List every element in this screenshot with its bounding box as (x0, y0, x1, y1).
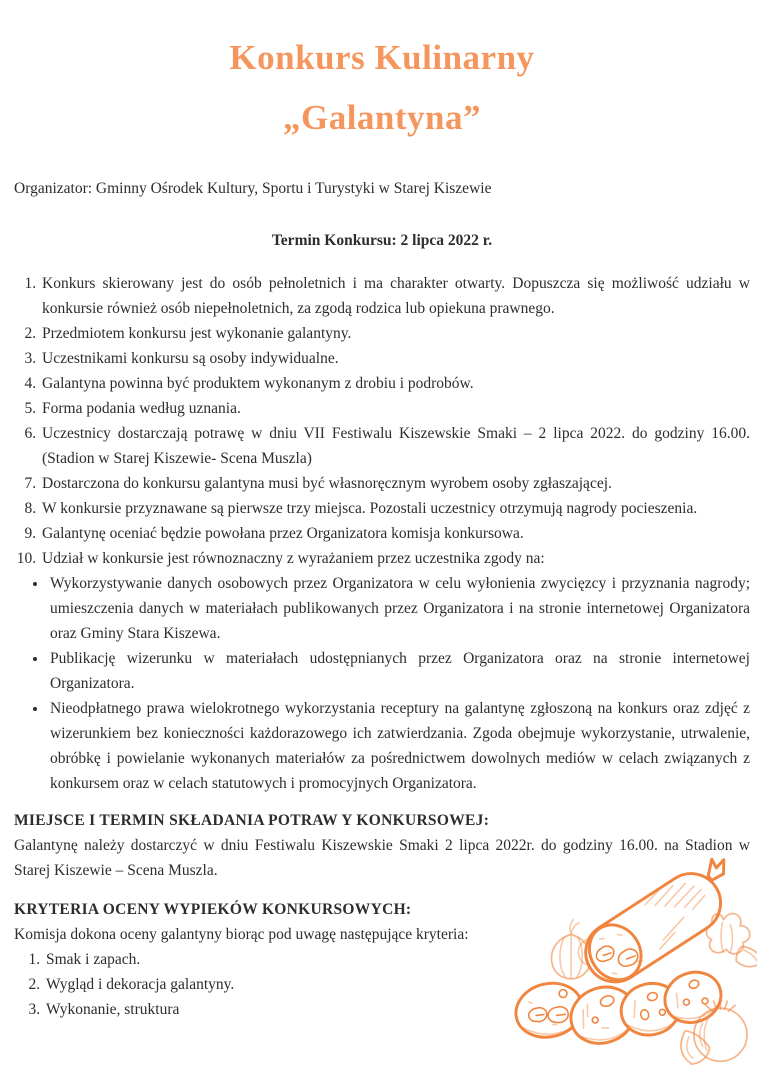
rule-item: 7. Dostarczona do konkursu galantyna musi być własnoręcznym wyrobem osoby zgłaszającej. (40, 471, 750, 496)
rule-item: 9. Galantynę oceniać będzie powołana przez Organizatora komisja konkursowa. (40, 521, 750, 546)
rule-item: 4. Galantyna powinna być produktem wykonanym z drobiu i podrobów. (40, 371, 750, 396)
criteria-item: 2. Wygląd i dekoracja galantyny. (44, 972, 750, 997)
consent-item: • Wykorzystywanie danych osobowych przez Organizatora w celu wyłonienia zwycięzcy i przyznania nagrody; umieszczenia danych w materiałach publikowanych przez Organizatora i na stronie internetowej Organizatora oraz Gminy Stara Kiszewa. (48, 571, 750, 646)
rule-item: 3. Uczestnikami konkursu są osoby indywidualne. (40, 346, 750, 371)
rule-item: 1. Konkurs skierowany jest do osób pełnoletnich i ma charakter otwarty. Dopuszcza się możliwość udziału w konkursie również osób niepełnoletnich, za zgodą rodzica lub opiekuna prawnego. (40, 271, 750, 321)
consents-list (14, 571, 750, 796)
contest-date-line: Termin Konkursu: 2 lipca 2022 r. (271, 232, 493, 249)
rules-list (14, 271, 750, 571)
rule-item: 2. Przedmiotem konkursu jest wykonanie galantyny. (40, 321, 750, 346)
consent-item: • Publikację wizerunku w materiałach udostępnianych przez Organizatora oraz na stronie internetowej Organizatora. (48, 646, 750, 696)
rule-item: 6. Uczestnicy dostarczają potrawę w dniu VII Festiwalu Kiszewskie Smaki – 2 lipca 2022. do godziny 16.00. (Stadion w Starej Kiszewie- Scena Muszla) (40, 421, 750, 471)
consent-item: • Nieodpłatnego prawa wielokrotnego wykorzystania receptury na galantynę zgłoszoną na konkurs oraz zdjęć z wizerunkiem bez konieczności każdorazowego ich zatwierdzania. Zgoda obejmuje wykorzystanie, utrwalenie, obróbkę i powielanie wykonanych materiałów za pośrednictwem dowolnych mediów w celach związanych z konkursem oraz w celach statutowych i promocyjnych Organizatora. (48, 696, 750, 796)
rule-item: 8. W konkursie przyznawane są pierwsze trzy miejsca. Pozostali uczestnicy otrzymują nagrody pocieszenia. (40, 496, 750, 521)
rule-item: 10. Udział w konkursie jest równoznaczny z wyrażaniem przez uczestnika zgody na: (40, 546, 750, 571)
rule-item: 5. Forma podania według uznania. (40, 396, 750, 421)
criteria-list (14, 947, 750, 1022)
criteria-item: 1. Smak i zapach. (44, 947, 750, 972)
page-subtitle: „Galantyna” (282, 98, 482, 137)
organizer-line: Organizator: Gminny Ośrodek Kultury, Sportu i Turystyki w Starej Kiszewie (14, 180, 492, 197)
submission-body: Galantynę należy dostarczyć w dniu Festiwalu Kiszewskie Smaki 2 lipca 2022r. do godziny 16.00. na Stadion w Starej Kiszewie – Scena Muszla. (14, 837, 750, 879)
page-title: Konkurs Kulinarny (229, 38, 535, 77)
criteria-item: 3. Wykonanie, struktura (44, 997, 750, 1022)
criteria-intro: Komisja dokona oceny galantyny biorąc pod uwagę następujące kryteria: (14, 926, 469, 943)
submission-heading: MIEJSCE I TERMIN SKŁADANIA POTRAW Y KONKURSOWEJ: (14, 812, 490, 829)
criteria-heading: KRYTERIA OCENY WYPIEKÓW KONKURSOWYCH: (14, 901, 412, 918)
